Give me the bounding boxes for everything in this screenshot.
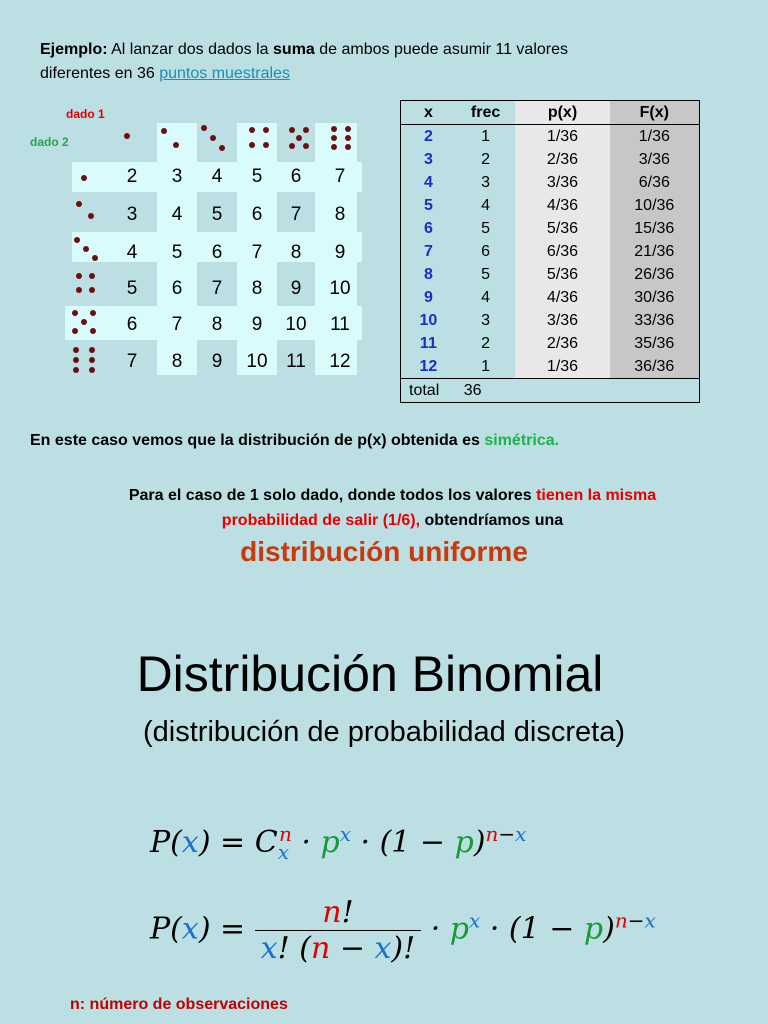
total-value: 36: [456, 379, 516, 403]
die-face-6-icon: [73, 347, 95, 373]
die2-label: dado 2: [30, 135, 69, 149]
cell-x: 9: [423, 288, 433, 306]
cell-x: 7: [423, 242, 433, 260]
total-label: total: [401, 379, 456, 403]
cell-x: 6: [423, 219, 433, 237]
dice-sum-cell: 8: [251, 278, 263, 299]
cell-x: 10: [419, 311, 438, 329]
header-frec: frec: [456, 101, 516, 125]
page-title: Distribución Binomial: [136, 646, 604, 702]
cell-Fx: 10/36: [610, 194, 700, 217]
dice-sum-cell: 4: [171, 204, 183, 225]
table-row: [401, 286, 700, 309]
cell-x: 3: [423, 150, 433, 168]
dice-sum-cell: 10: [329, 278, 351, 299]
intro-part1: Al lanzar dos dados la: [111, 41, 269, 58]
cell-x: 4: [423, 173, 433, 191]
dice-sum-cell: 12: [329, 351, 351, 372]
dice-sum-cell: 3: [126, 204, 138, 225]
dice-sum-cell: 2: [126, 166, 138, 187]
uniform-distribution-heading: distribución uniforme: [240, 536, 528, 567]
dice-sum-cell: 8: [334, 204, 346, 225]
dice-sum-cell: 11: [286, 351, 306, 372]
cell-frec: 3: [481, 311, 491, 329]
cell-Fx: 6/36: [610, 171, 700, 194]
table-row: [401, 171, 700, 194]
cell-px: 2/36: [515, 332, 609, 355]
symmetry-word: simétrica.: [484, 432, 560, 449]
header-x: x: [401, 101, 456, 125]
die-face-1-icon: [124, 133, 130, 139]
binomial-formula-expanded: P(x) = $\frac{n!}{x! (n - x)!}$ · $p^x \cdot (1 - p)^{n-x}$: [150, 895, 656, 966]
dice-sum-cell: 5: [211, 204, 223, 225]
cell-frec: 4: [481, 288, 491, 306]
cell-px: 5/36: [515, 217, 609, 240]
dice-sum-cell: 8: [290, 242, 302, 263]
cell-x: 5: [423, 196, 433, 214]
cell-px: 6/36: [515, 240, 609, 263]
die2-faces: [72, 175, 98, 373]
table-row: [401, 355, 700, 379]
die1-faces: [124, 125, 351, 151]
cell-frec: 3: [481, 173, 491, 191]
die-face-6-icon: [331, 126, 351, 150]
dice-sum-cell: 9: [334, 242, 346, 263]
cell-px: 3/36: [515, 171, 609, 194]
dice-sum-cell: 6: [126, 314, 138, 335]
dice-sum-cell: 5: [251, 166, 263, 187]
cell-Fx: 26/36: [610, 263, 700, 286]
uniform-statement: [20, 483, 765, 533]
cell-frec: 2: [481, 150, 491, 168]
dice-sum-cell: 9: [290, 278, 302, 299]
cell-px: 1/36: [515, 125, 609, 149]
cell-x: 12: [419, 357, 438, 375]
dice-sum-cell: 9: [211, 351, 223, 372]
dice-sum-cell: 5: [171, 242, 183, 263]
table-header-row: [401, 101, 700, 125]
dice-sum-cell: 7: [211, 278, 223, 299]
cell-px: 1/36: [515, 355, 609, 379]
cell-x: 2: [423, 127, 433, 145]
cell-frec: 5: [481, 219, 491, 237]
cell-px: 2/36: [515, 148, 609, 171]
cell-x: 11: [419, 334, 437, 352]
dice-sum-cell: 6: [290, 166, 302, 187]
header-px: p(x): [515, 101, 609, 125]
table-row: [401, 125, 700, 149]
dice-sum-cell: 6: [171, 278, 183, 299]
table-row: [401, 240, 700, 263]
intro-bold: suma: [273, 41, 315, 58]
die-face-3-icon: [201, 125, 225, 151]
intro-line2: diferentes en 36: [40, 65, 155, 82]
cell-frec: 1: [481, 357, 491, 375]
table-row: [401, 332, 700, 355]
dice-sum-cell: 4: [211, 166, 223, 187]
table-row: [401, 263, 700, 286]
cell-Fx: 21/36: [610, 240, 700, 263]
dice-sum-cell: 7: [126, 351, 138, 372]
dice-sum-cell: 10: [246, 351, 268, 372]
table-row: [401, 148, 700, 171]
uniform-part1: Para el caso de 1 solo dado, donde todos los valores: [128, 487, 532, 504]
uniform-red2: probabilidad de salir (1/6),: [221, 512, 421, 529]
cell-Fx: 35/36: [610, 332, 700, 355]
die-face-4-icon: [76, 273, 95, 293]
cell-frec: 4: [481, 196, 491, 214]
cell-frec: 6: [481, 242, 491, 260]
cell-x: 8: [423, 265, 433, 283]
cell-frec: 5: [481, 265, 491, 283]
footnote-n: n: número de observaciones: [70, 996, 288, 1013]
die-face-3-icon: [74, 237, 98, 261]
cell-px: 4/36: [515, 194, 609, 217]
table-row: [401, 194, 700, 217]
sample-points-link[interactable]: puntos muestrales: [159, 65, 290, 82]
symmetry-statement: [30, 432, 750, 450]
cell-frec: 2: [481, 334, 491, 352]
symmetry-text: En este caso vemos que la distribución de p(x) obtenida es: [30, 432, 480, 449]
dice-sum-cell: 10: [285, 314, 307, 335]
cell-Fx: 36/36: [610, 355, 700, 379]
page-subtitle: (distribución de probabilidad discreta): [143, 716, 625, 748]
die-face-1-icon: [81, 175, 87, 181]
intro-label: Ejemplo:: [40, 41, 108, 58]
total-row: [401, 379, 700, 403]
die-face-2-icon: [161, 128, 179, 148]
cell-Fx: 15/36: [610, 217, 700, 240]
die-face-4-icon: [249, 127, 269, 148]
dice-sum-cell: 4: [126, 242, 138, 263]
dice-sum-cell: 7: [334, 166, 346, 187]
die-face-5-icon: [72, 310, 96, 334]
dice-sum-cell: 8: [211, 314, 223, 335]
cell-frec: 1: [481, 127, 491, 145]
dice-sum-cell: 8: [171, 351, 183, 372]
dice-sum-cell: 6: [211, 242, 223, 263]
uniform-red1: tienen la misma: [536, 487, 657, 504]
binomial-formula: $P(x) = C_x^n \cdot p^x \cdot (1 - p)^{n-x}$: [150, 822, 527, 864]
dice-sum-cell: 7: [251, 242, 263, 263]
cell-px: 4/36: [515, 286, 609, 309]
table-row: [401, 217, 700, 240]
total-empty: [515, 379, 609, 403]
cell-Fx: 30/36: [610, 286, 700, 309]
cell-Fx: 3/36: [610, 148, 700, 171]
uniform-part2: obtendríamos una: [424, 512, 564, 529]
cell-Fx: 1/36: [610, 125, 700, 149]
cell-px: 3/36: [515, 309, 609, 332]
header-Fx: F(x): [610, 101, 700, 125]
intro-part2: de ambos puede asumir 11 valores: [319, 41, 568, 58]
frequency-table: [400, 100, 700, 403]
dice-sum-cell: 5: [126, 278, 138, 299]
dice-sum-cell: 11: [330, 314, 350, 335]
dice-sum-cell: 7: [171, 314, 183, 335]
die-face-5-icon: [289, 127, 309, 149]
cell-Fx: 33/36: [610, 309, 700, 332]
dice-sum-cell: 9: [251, 314, 263, 335]
die-face-2-icon: [76, 201, 94, 219]
dice-sum-cell: 6: [251, 204, 263, 225]
cell-px: 5/36: [515, 263, 609, 286]
dice-sum-cell: 3: [171, 166, 183, 187]
total-empty: [610, 379, 700, 403]
dice-sum-cell: 7: [290, 204, 302, 225]
die1-label: dado 1: [66, 107, 105, 121]
table-row: [401, 309, 700, 332]
